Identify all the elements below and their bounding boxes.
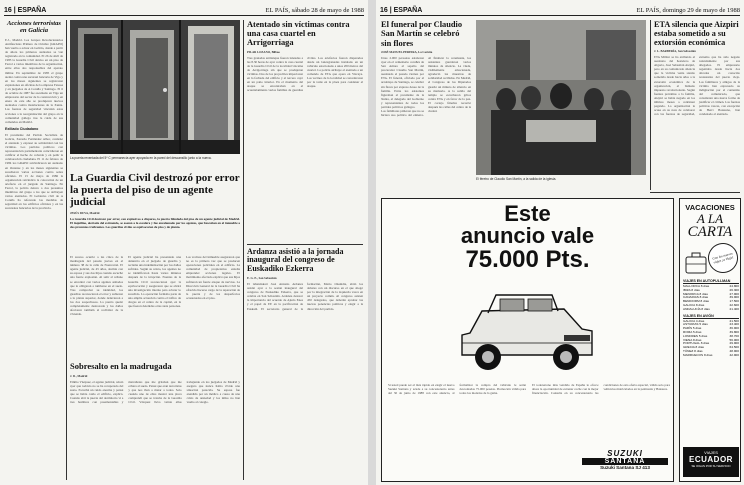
price-row bbox=[683, 308, 739, 312]
masthead: EL PAÍS, domingo 29 de mayo de 1988 bbox=[636, 7, 740, 14]
article-body: ETA Militar se ha atribuido el asesinato del hostelero de Algorta, José Sebastián Aizpiri, pero en su comunicado silencia que la víctima venía siendo sometida desde hacía años a la extorsión económica de la organización, el llamado impuesto revolucionario. Según fuentes próximas a la familia, Aizpiri se había negado en los últimos meses a continuar pagando. La organización le acusa en su nota de colaborar con las fuerzas de seguridad, extremo que ha sido negado rotundamente por sus allegados. El empresario regentaba desde hacía dos décadas un conocido restaurante del puerto viejo. Los familiares y amigos de la víctima han expresado su indignación por el contenido del comunicado, que consideran una nueva forma de justificar el crimen. Las fuerzas políticas vascas, con excepción de Herri Batasuna, han condenado el atentado. bbox=[654, 55, 740, 117]
ad-headline bbox=[382, 199, 673, 272]
main-article-column bbox=[186, 255, 240, 360]
photo-door-scene bbox=[70, 20, 240, 154]
destination-name: PORTUGAL 8 días bbox=[683, 341, 710, 346]
article-headline: Atentado sin víctimas contra una casa cuartel en Arrigorriaga bbox=[247, 20, 350, 48]
logo-text: SANTANA bbox=[582, 458, 668, 465]
ad-headline-line: 75.000 Pts. bbox=[465, 246, 590, 273]
suitcase-icon bbox=[684, 249, 710, 277]
page-header bbox=[380, 2, 740, 16]
destination-price: 22.600 bbox=[729, 302, 739, 307]
ad-copy bbox=[532, 383, 670, 447]
funeral-article bbox=[381, 20, 471, 190]
article-body-columns bbox=[654, 55, 740, 185]
destination-price: 26.300 bbox=[729, 287, 739, 292]
brand-logo bbox=[683, 447, 739, 477]
ad-title-line: VACACIONES bbox=[685, 203, 735, 212]
destination-price: 56.000 bbox=[729, 337, 739, 342]
destination-price: 39.900 bbox=[729, 295, 739, 300]
destination-name: VIENA 8 días bbox=[683, 337, 702, 342]
model-name: Suzuki Santana SJ 413 bbox=[600, 465, 650, 470]
article-body: El suceso ocurrió a las cinco de la madrugada del pasado jueves en el número 38 de la calle de Fuencarral. El agente judicial, de 45 años, dormía con su esposa y sus dos hijos cuando escuchó una fuerte explosión. Al salir al rellano se encontró con varios agentes armados que le obligaron a tumbarse en el suelo. Tras comprobar su identidad, los guardias reconocieron el error y subieron a la planta superior, donde detuvieron a los dos sospechosos. La puerta quedó completamente destrozada y los daños afectaron también al recibidor de la vivienda. bbox=[70, 255, 123, 317]
secondary-article bbox=[70, 362, 240, 480]
article-subhead: Exiliado Ciudadano bbox=[5, 126, 39, 131]
destination-price: 24.800 bbox=[729, 284, 739, 288]
brand-logo bbox=[582, 449, 668, 470]
destination-name: MALLORCA 8 días bbox=[683, 284, 710, 288]
jeep-illustration bbox=[452, 281, 602, 381]
news-photo bbox=[476, 20, 646, 175]
ad-badge bbox=[705, 240, 741, 277]
secondary-headline: Sobresalto en la madrugada bbox=[70, 362, 172, 371]
destination-price: 42.900 bbox=[729, 352, 739, 357]
photo-funeral-scene bbox=[476, 20, 646, 175]
article-body: Los familiares pidieron que no se hiciera uso político del entierro. Al finalizar la ceremonia, los asistentes guardaron varios minutos de silencio. La viuda, visiblemente emocionada, agradeció las muestras de solidaridad recibidas. En Madrid, el Congreso de los Diputados guardó un minuto de silencio en su memoria. A la salida del templo se escucharon gritos contra ETA y en favor de la paz. El cortejo fúnebre recorrió después las calles del centro de la ciudad. bbox=[381, 55, 471, 118]
destination-price: 21.500 bbox=[729, 318, 739, 323]
destination-price: 29.900 bbox=[729, 341, 739, 346]
article-body: El agente judicial ha presentado una denuncia en el juzgado de guardia y reclama una indemnización por los daños sufridos. Según su relato, los agentes no se identificaron hasta varios minutos después de la irrupción. Fuentes de la Guardia Civil reconocieron ayer la equivocación y aseguraron que se abrirá una investigación interna para aclarar lo sucedido. La operación formaba parte de una amplia actuación contra el tráfico de drogas en el centro de la capital, en la que fueron detenidas otras siete personas. bbox=[128, 255, 181, 309]
destination-name: MENORCA 8 días bbox=[683, 291, 708, 296]
logo-text: SUZUKI bbox=[607, 449, 643, 458]
destination-name: CANARIAS 8 días bbox=[683, 295, 709, 300]
article-body: Los vecinos del inmueble aseguraron que no es la primera vez que se producen operaciones policiales en el edificio. La comunidad de propietarios estudia emprender acciones legales. El matrimonio afectado explicó que sus hijos sufrieron un fuerte ataque de nervios. La Dirección General de la Guardia Civil ha ofrecido hacerse cargo de la reparación de la puerta y de los desperfectos ocasionados en el piso. bbox=[186, 255, 240, 300]
article-body: El presidente del Partido Socialista de Galicia, Xerardo Fernández Albor, condenó el atentado y expresó su solidaridad con las víctimas. Los partidos políticos con representación parlamentaria coincidieron en calificar el hecho de cobarde y en pedir la colaboración ciudadana. El 11 de febrero de 1984 los GRAPO reivindicaron un atentado en Ourense y en los meses siguientes se sucedieron varias acciones contra sedes oficiales. El 15 de mayo de 1986 la organización reivindicó la colocación de un artefacto en el juzgado de Santiago. En Ferrol, la policía detuvo a dos presuntos miembros del grupo a los que se atribuyen varios atentados. El Gobierno civil de A Coruña ha reforzado las medidas de seguridad en los edificios oficiales y en las sucursales bancarias de la provincia. bbox=[5, 132, 63, 211]
price-list-heading: VIAJES EN AVIÓN bbox=[683, 314, 739, 319]
destination-price: 27.900 bbox=[729, 291, 739, 296]
column-divider bbox=[243, 20, 244, 480]
destination-name: ANDALUCÍA 8 días bbox=[683, 306, 710, 311]
ad-title-line: CARTA bbox=[687, 224, 733, 240]
destination-price: 36.900 bbox=[729, 326, 739, 331]
caption-text: La puerta reventada del 5º C permanecía ayer apoyada en la pared del descansillo junto a la nueva. bbox=[70, 156, 212, 160]
destination-name: ROMA 5 días bbox=[683, 329, 702, 334]
ad-headline-line: anuncio vale bbox=[460, 223, 595, 248]
article-body-columns bbox=[381, 56, 471, 117]
page-header bbox=[4, 2, 364, 16]
article-body: El lehendakari José Antonio Ardanza asistió ayer a la sesión inaugural del congreso de Euskadiko Ezkerra, que se celebra en San Sebastián. Ardanza destacó la importancia del acuerdo de Ajuria Enea y el papel de EE en la pacificación de Euskadi. El secretario general de la formación, Mario Onaindia, abrió los debates con un discurso en el que abogó por la integración de la izquierda vasca en un proyecto común. Al congreso asisten 450 delegados, que deberán aprobar las nuevas ponencias políticas y elegir a la dirección del partido. bbox=[247, 282, 363, 311]
destination-price: 39.800 bbox=[729, 329, 739, 334]
article-body: E.J., Madrid. Los Grupos Revolucionarios Antifascistas Primero de Octubre (GRAPO) han vuelto a actuar en Galicia, donde a partir de ahora los primeros atentados se van registrado en la comunidad. El 26 de abril de 1983 la Guardia Civil detuvo en un piso de Ferrol a varios miembros de la organización, entre ellos dos responsables del aparato militar. En septiembre de 1985 el grupo atentó contra una sucursal bancaria de Vigo y en los meses siguientes se registraron explosiones en oficinas de la empresa Fenosa y en juzgados de A Coruña y Santiago. El 6 de octubre de 1987 fue asesinado en Vigo un empresario del sector de la construcción y en enero de este año se produjeron nuevos atentados contra instalaciones de la Xunta. Las fuerzas de seguridad vinculan estas acciones a la reorganización del grupo en la comunidad gallega tras la caída de sus comandos en Madrid. bbox=[5, 37, 63, 124]
destination-name: LONDRES 5 días bbox=[683, 333, 708, 338]
secondary-body-columns bbox=[70, 380, 240, 405]
destination-name: IBIZA 8 días bbox=[683, 287, 700, 292]
ad-headline-line: Este bbox=[504, 201, 551, 226]
right-column bbox=[247, 20, 363, 480]
destination-name: BENIDORM 8 días bbox=[683, 299, 709, 304]
article-headline: Ardanza asistió a la jornada inaugural del congreso de Euskadiko Ezkerra bbox=[247, 246, 344, 274]
destination-price: 38.700 bbox=[729, 333, 739, 338]
newspaper-page-left bbox=[0, 0, 368, 485]
article-body: Tres granadas antitanque fueron lanzadas a las 8.30 horas de ayer contra la casa cuartel de la Guardia Civil de la localidad vizcaína de Arrigorriaga sin que se produjeran víctimas. Dos de los proyectiles impactaron en la fachada del edificio y el tercero cayó en un patio interior. En el momento del ataque se encontraban en el acuartelamiento varias familias de guardias civiles. Los artefactos fueron disparados desde un lanzagranadas instalado en un vehículo estacionado a unos 200 metros del cuartel. La policía atribuye el atentado a un comando de ETA que opera en Vizcaya. Los vecinos de la localidad se concentraron por la tarde en la plaza para condenar el ataque. bbox=[247, 55, 363, 93]
destination-name: GRECIA 8 días bbox=[683, 345, 704, 350]
article-body-columns bbox=[247, 282, 363, 311]
destination-price: 64.500 bbox=[729, 345, 739, 350]
main-headline: La Guardia Civil destrozó por error la puerta del piso de un agente judicial bbox=[70, 172, 240, 209]
column-divider bbox=[650, 20, 651, 190]
logo-text: ECUADOR bbox=[689, 455, 733, 464]
price-list-group bbox=[683, 320, 739, 358]
column-divider bbox=[66, 20, 67, 480]
price-list-heading: VIAJES EN AUTOPULLMAN bbox=[683, 279, 739, 284]
destination-name: MARRUECOS 8 días bbox=[683, 352, 713, 357]
ad-title-line: A LA bbox=[696, 211, 724, 226]
destination-price: 23.400 bbox=[729, 322, 739, 327]
masthead: EL PAÍS, sábado 28 de mayo de 1988 bbox=[265, 7, 364, 14]
article-byline: JOSÉ MANUEL PEREIRA, La Coruña bbox=[381, 49, 433, 54]
article-body-columns bbox=[247, 56, 363, 241]
column-divider bbox=[650, 192, 740, 193]
travel-ad bbox=[679, 198, 741, 482]
caption-text: El féretro de Claudio San Martín, a la salida de la iglesia. bbox=[476, 177, 557, 181]
price-row bbox=[683, 354, 739, 358]
article-byline: J. D., Madrid bbox=[70, 373, 88, 378]
article-headline: ETA silencia que Aizpiri estaba sometido a su extorsión económica bbox=[654, 20, 739, 47]
article-headline: El funeral por Claudio San Martín se celebró sin flores bbox=[381, 20, 463, 48]
destination-name: TÚNEZ 8 días bbox=[683, 348, 703, 353]
destination-name: PARÍS 5 días bbox=[683, 326, 702, 331]
destination-price: 48.900 bbox=[729, 348, 739, 353]
car-ad bbox=[381, 198, 674, 482]
destination-name: GALICIA 8 días bbox=[683, 302, 705, 307]
article-lede: La Guardia Civil destrozó por error, con explosivos a disparos, la puerta blindada del piso de un agente judicial de Madrid. El inquilino, alertado del estruendo, se asomó a la escalera y fue encañonado por los agentes, que buscaban en el inmueble a dos presuntos traficantes. Los guardias civiles se equivocaron de piso y de planta. bbox=[70, 216, 240, 229]
ad-body: Si usted puede ser el más rápido en elegir el nuevo Suzuki Santana y acude a su concesionario antes del 30 de junio de 1988 con este anuncio, al formalizar la compra del vehículo le serán descontadas 75.000 pesetas. Promoción válida para todos los modelos de la gama. bbox=[388, 383, 526, 396]
photo-caption bbox=[476, 177, 646, 181]
article-body: Unas 2.000 personas asistieron ayer en el cementerio coruñés de San Amaro al sepelio del procurador Claudio San Martín, asesinado el pasado viernes por ETA. El funeral, oficiado por el arzobispo de Santiago, se celebró sin flores por expreso deseo de la familia. Entre los asistentes figuraban el presidente de la Xunta, el delegado del Gobierno y representantes de todos los partidos políticos gallegos. bbox=[381, 55, 424, 110]
destination-name: GALICIA 4 días bbox=[683, 318, 705, 323]
logo-tagline: SE OIGAN POR SU SERVICIO bbox=[691, 464, 731, 468]
destination-price: 21.400 bbox=[729, 306, 739, 311]
section-label: 16 | ESPAÑA bbox=[380, 7, 423, 14]
news-photo bbox=[70, 20, 240, 154]
ad-tagline: Con los nuevos viajes ¡a Viaje! bbox=[711, 251, 735, 265]
article-headline: Acciones terroristas en Galicia bbox=[6, 20, 62, 35]
article-byline: PILAR LOZANO, Bilbao bbox=[247, 49, 280, 54]
newspaper-page-right bbox=[376, 0, 744, 485]
destination-name: ASTURIAS 5 días bbox=[683, 322, 708, 327]
article-byline: J. L. BARBERÍA, San Sebastián bbox=[654, 49, 696, 53]
article-byline: E. G. E., San Sebastián bbox=[247, 276, 277, 280]
main-article-header bbox=[70, 172, 240, 229]
ad-body: El todoterreno más vendido de España le ofrece ahora la oportunidad de estrenar coche con la mejor financiación. Consulte en su concesionario las condiciones de esta oferta especial, válida solo para vehículos matriculados en la península y Baleares. bbox=[532, 383, 670, 396]
photo-caption bbox=[70, 156, 240, 160]
sidebar-column bbox=[5, 20, 63, 480]
price-list-group bbox=[683, 285, 739, 312]
destination-price: 17.500 bbox=[729, 299, 739, 304]
price-list bbox=[683, 279, 739, 358]
ad-copy bbox=[388, 383, 526, 447]
article-body: Emilio Vázquez, el agente judicial, relató ayer que todavía no se ha recuperado del susto. Escuché un ruido enorme y pensé que se había caído el edificio, explicó. Cuando abrí la puerta del dormitorio vi a tres hombres con pasamontañas y metralletas que me gritaban que me echara al suelo. Pensé que eran terroristas y que nos iban a matar a todos. Solo cuando uno de ellos mostró una placa comprendí que se trataba de la Guardia Civil. Vázquez lleva veinte años trabajando en los juzgados de Madrid y asegura que nunca había vivido una situación parecida. Su esposa fue atendida por un médico a causa de una crisis de ansiedad y los niños no han vuelto al colegio. bbox=[70, 379, 240, 404]
article-byline: JESÚS DUVA, Madrid bbox=[70, 210, 100, 215]
section-label: 16 | ESPAÑA bbox=[4, 7, 47, 14]
logo-text: VIAJES bbox=[704, 450, 718, 455]
